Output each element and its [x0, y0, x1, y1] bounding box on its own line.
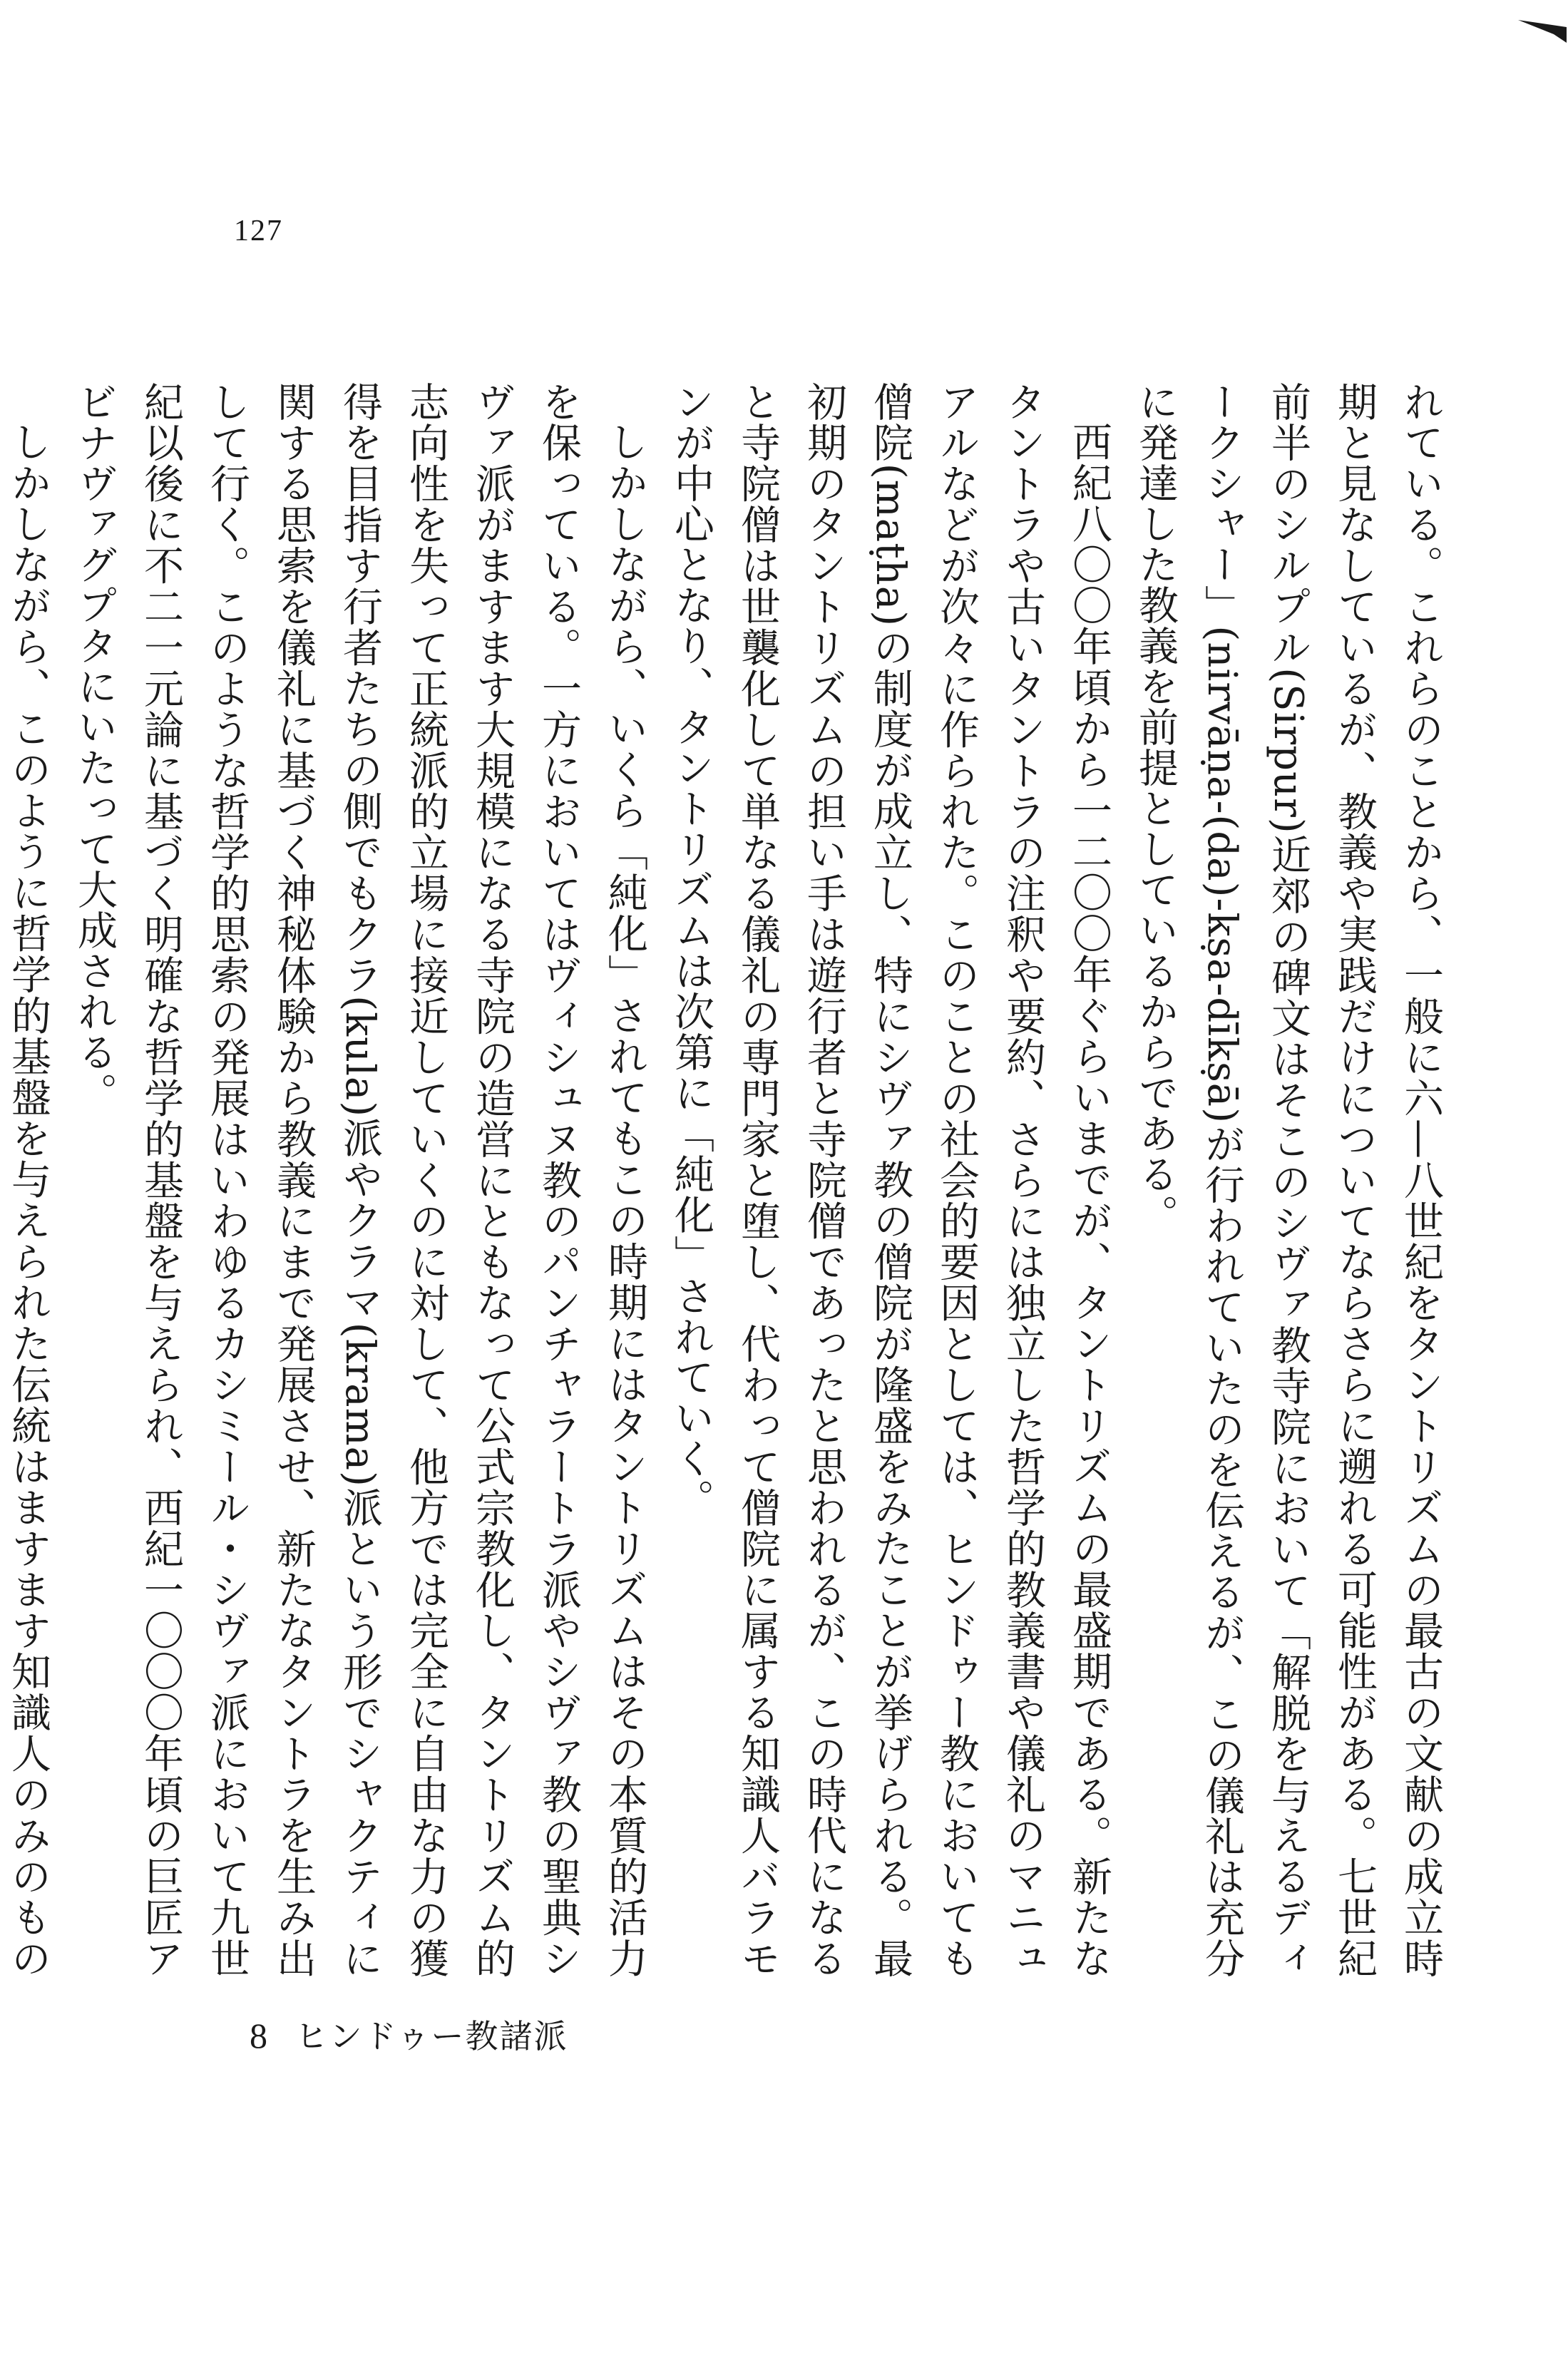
paragraph: 西紀八〇〇年頃から一二〇〇年ぐらいまでが、タントリズムの最盛期である。新たなタントラや古いタントラの注釈や要約、さらには独立した哲学的教義書や儀礼のマニュアルなどが次々に作られた。このことの社会的要因としては、ヒンドゥー教においても僧院(maṭha)の制度が成立し、特にシヴァ教の僧院が隆盛をみたことが挙げられる。最初期のタントリズムの担い手は遊行者と寺院僧であったと思われるが、この時代になると寺院僧は世襲化して単なる儀礼の専門家と堕し、代わって僧院に属する知識人バラモンが中心となり、タントリズムは次第に「純化」されていく。: [668, 381, 1112, 1979]
page-corner-mark: [1511, 14, 1568, 57]
chapter-number: 8: [250, 2016, 267, 2056]
body-text: [5, 381, 1454, 1979]
paragraph: しかしながら、このように哲学的基盤を与えられた伝統はますます知識人のみのもの: [5, 421, 51, 1979]
paragraph: れている。これらのことから、一般に六—八世紀をタントリズムの最古の文献の成立時期と見なしているが、教義や実践だけについてならさらに遡れる可能性がある。七世紀前半のシルプル(Sirpur)近郊の碑文はそこのシヴァ教寺院において「解脱を与えるディークシャー」(nirvāṇa-(da)-kṣa-dīkṣā)が行われていたのを伝えるが、この儀礼は充分に発達した教義を前提としているからである。: [1132, 381, 1444, 1979]
page-number: 127: [234, 215, 283, 247]
chapter-title: ヒンドゥー教諸派: [294, 2017, 568, 2056]
running-footer: [250, 2011, 568, 2058]
paragraph: しかしながら、いくら「純化」されてもこの時期にはタントリズムはその本質的活力を保っている。一方においてはヴィシュヌ教のパンチャラートラ派やシヴァ教の聖典シヴァ派がますます大規模になる寺院の造営にともなって公式宗教化し、タントリズム的志向性を失って正統派的立場に接近していくのに対して、他方では完全に自由な力の獲得を目指す行者たちの側でもクラ(kula)派やクラマ(krama)派という形でシャクティに関する思索を儀礼に基づく神秘体験から教義にまで発展させ、新たなタントラを生み出して行く。このような哲学的思索の発展はいわゆるカシミール・シヴァ派において九世紀以後に不二一元論に基づく明確な哲学的基盤を与えられ、西紀一〇〇〇年頃の巨匠アビナヴァグプタにいたって大成される。: [71, 381, 648, 1979]
